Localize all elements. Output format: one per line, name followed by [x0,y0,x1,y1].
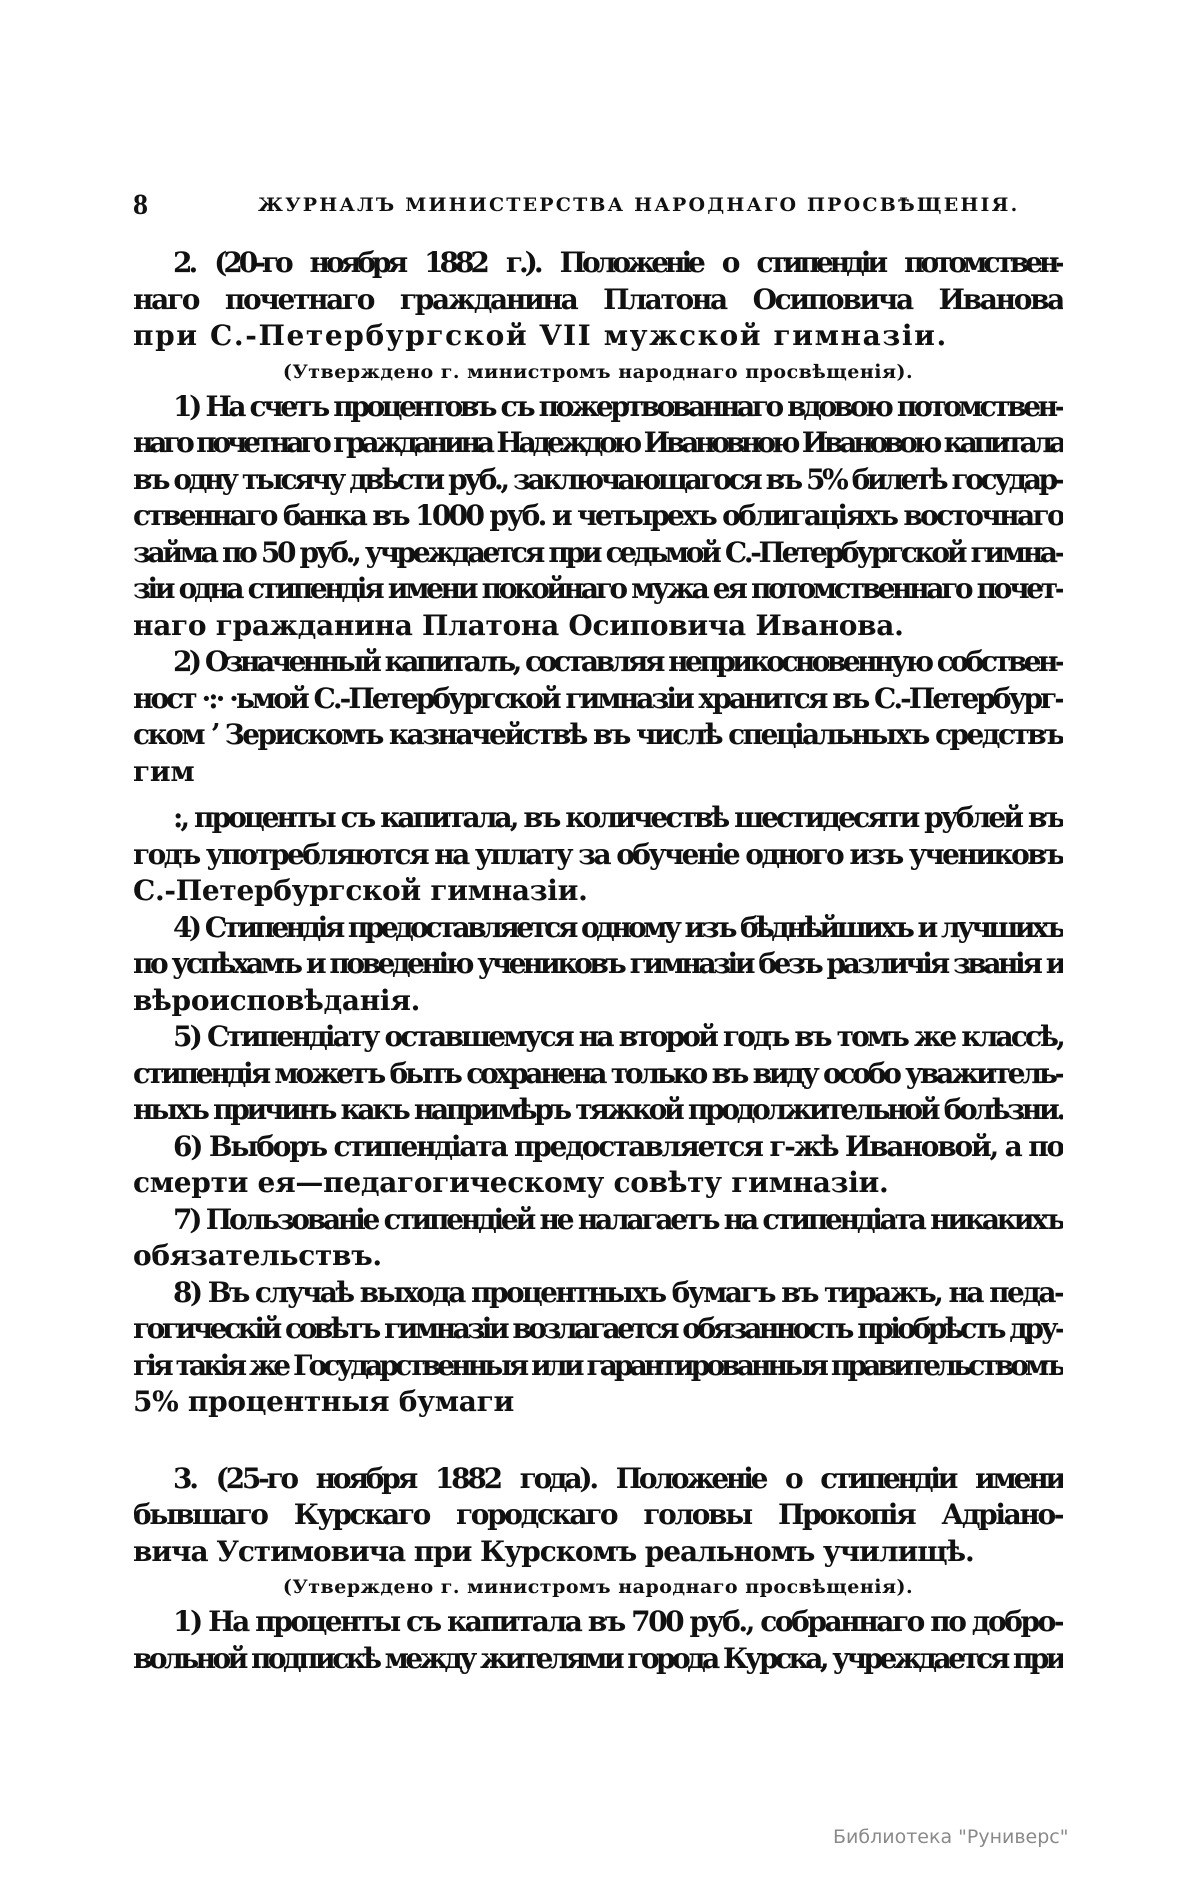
paragraph [133,644,1063,790]
body-text [133,245,1063,1677]
text-line: С.-Петербургской гимназіи. [133,874,588,907]
section-heading-line: 3. (25-го ноября 1882 года). Положеніе о стипендіи имени [173,1461,1063,1495]
text-line: обязательствъ. [133,1239,382,1272]
text-line: 7) Пользованіе стипендіей не налагаетъ на стипендіата никакихъ [173,1202,1063,1236]
text-line: займа по 50 руб., учреждается при седьмой С.-Петербургской гимна- [133,535,1063,569]
text-line: зіи одна стипендія имени покойнаго мужа ея потомственнаго почет- [133,572,1063,605]
text-line: ском ʼ Зерискомъ казначействѣ въ числѣ спеціальныхъ средствъ [133,718,1063,751]
paragraph [133,1202,1063,1275]
text-line: 5% процентныя бумаги [133,1385,514,1418]
section-heading-line: наго почетнаго гражданина Платона Осиповича Иванова [133,282,1063,316]
text-line: по успѣхамъ и поведенію учениковъ гимназіи безъ различія званія и [133,947,1063,980]
text-line: въ одну тысячу двѣсти руб., заключающагося въ 5% билетѣ государ- [133,462,1063,496]
text-line: ныхъ причинъ какъ напримѣръ тяжкой продолжительной болѣзни. [133,1093,1063,1126]
text-line: 4) Стипендія предоставляется одному изъ бѣднѣйшихъ и лучшихъ [173,910,1063,944]
paragraph [133,910,1063,1020]
section-3 [133,1421,1063,1678]
text-line: гія такія же Государственныя или гарантированныя правительствомъ [133,1348,1063,1382]
text-line: смерти ея—педагогическому совѣту гимназіи. [133,1166,889,1199]
text-line: вольной подпискѣ между жителями города Курска, учреждается при [133,1641,1063,1675]
section-2 [133,245,1063,1421]
text-line: 5) Стипендіату оставшемуся на второй годъ въ томъ же классѣ, [173,1020,1063,1053]
text-line: 6) Выборъ стипендіата предоставляется г-жѣ Ивановой, а по [173,1129,1063,1163]
text-line: :, проценты съ капитала, въ количествѣ шестидесяти рублей въ [173,801,1063,834]
section-heading-line: бывшаго Курскаго городскаго головы Прокопія Адріано- [133,1498,1063,1531]
page-number: 8 [133,188,148,221]
paragraph [133,1019,1063,1129]
text-line: наго почетнаго гражданина Надеждою Ивановною Ивановою капитала [133,426,1063,459]
paragraph [133,790,1063,910]
text-line: 1) На счетъ процентовъ съ пожертвованнаго вдовою потомствен- [173,389,1063,423]
library-watermark: Библиотека "Руниверс" [833,1826,1069,1848]
approval-note: (Утверждено г. министромъ народнаго просвѣщенія). [282,1576,914,1598]
text-line: 8) Въ случаѣ выхода процентныхъ бумагъ въ тиражъ, на педа- [173,1275,1063,1309]
paragraph [133,389,1063,645]
text-line: 2) Означенный капиталъ, составляя неприкосновенную собствен- [173,645,1063,678]
text-line: стипендія можетъ быть сохранена только въ виду особо уважитель- [133,1056,1063,1090]
section-heading-line: вича Устимовича при Курскомъ реальномъ училищѣ. [133,1534,974,1568]
text-line: гогическій совѣтъ гимназіи возлагается обязанность пріобрѣсть дру- [133,1312,1063,1345]
journal-title: ЖУРНАЛЪ МИНИСТЕРСТВА НАРОДНАГО ПРОСВѢЩЕНІЯ. [258,194,1020,216]
text-line: наго гражданина Платона Осиповича Иванова. [133,608,904,642]
text-line: 1) На проценты съ капитала въ 700 руб., собраннаго по добро- [173,1605,1063,1638]
text-line: годъ употребляются на уплату за обученіе одного изъ учениковъ [133,837,1063,871]
text-line: гим [133,754,195,788]
paragraph [133,1275,1063,1421]
section-heading-line: 2. (20-го ноября 1882 г.). Положеніе о стипендіи потомствен- [173,246,1063,279]
paragraph [133,1604,1063,1677]
text-line: ност ·:· ·ьмой С.-Петербургской гимназіи хранится въ С.-Петербург- [133,681,1063,715]
text-line: вѣроисповѣданія. [133,983,421,1017]
paragraph [133,1129,1063,1202]
running-head [133,188,1063,228]
approval-note: (Утверждено г. министромъ народнаго просвѣщенія). [282,360,914,383]
section-heading-line: при С.-Петербургской VII мужской гимназіи. [133,319,948,352]
text-line: ственнаго банка въ 1000 руб. и четырехъ облигаціяхъ восточнаго [133,499,1063,532]
